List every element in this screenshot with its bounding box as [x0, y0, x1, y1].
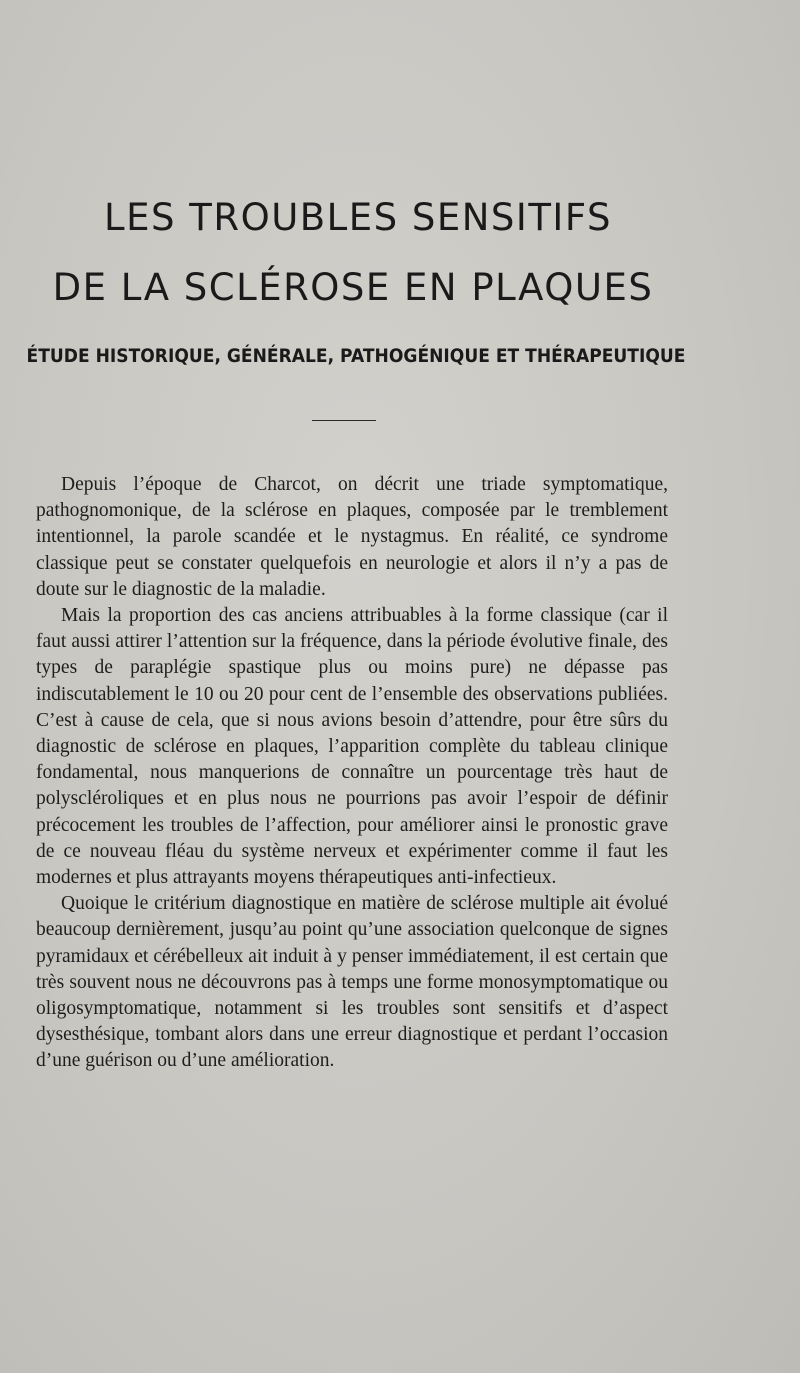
paragraph-3: Quoique le critérium diagnostique en matière de sclérose multiple ait évolué beaucoup dernièrement, jusqu’au point qu’une association quelconque de signes pyramidaux et cérébelleux ait induit à y penser immédiatement, il est certain que très souvent nous ne découvrons pas à temps une forme monosymptomatique ou oligosymptomatique, notamment si les troubles sont sensitifs et d’aspect dysesthésique, tombant alors dans une erreur diagnostique et perdant l’occasion d’une guérison ou d’une amélioration. [36, 893, 668, 1072]
title-line-2: DE LA SCLÉROSE EN PLAQUES [52, 266, 654, 309]
title-line-1: LES TROUBLES SENSITIFS [104, 196, 612, 239]
paragraph-1: Depuis l’époque de Charcot, on décrit une triade symptomatique, pathognomonique, de la sclérose en plaques, composée par le tremblement intentionnel, la parole scandée et le nystagmus. En réalité, ce syndrome classique peut se constater quelquefois en neurologie et alors il n’y a pas de doute sur le diagnostic de la maladie. [36, 474, 668, 600]
subtitle: ÉTUDE HISTORIQUE, GÉNÉRALE, PATHOGÉNIQUE ET THÉRAPEUTIQUE [26, 345, 686, 367]
paragraph-2: Mais la proportion des cas anciens attribuables à la forme classique (car il faut aussi attirer l’attention sur la fréquence, dans la période évolutive finale, des types de paraplégie spastique plus ou moins pure) ne dépasse pas indiscutablement le 10 ou 20 pour cent de l’ensemble des observations publiées. C’est à cause de cela, que si nous avions besoin d’attendre, pour être sûrs du diagnostic de sclérose en plaques, l’apparition complète du tableau clinique fondamental, nous manquerions de connaître un pourcentage très haut de polyscléroliques et en plus nous ne pourrions pas avoir l’espoir de définir précocement les troubles de l’affection, pour améliorer ainsi le pronostic grave de ce nouveau fléau du système nerveux et expérimenter comme il faut les modernes et plus attrayants moyens thérapeutiques anti-infectieux. [36, 605, 668, 889]
body-text [36, 472, 668, 1075]
section-divider [312, 420, 376, 421]
